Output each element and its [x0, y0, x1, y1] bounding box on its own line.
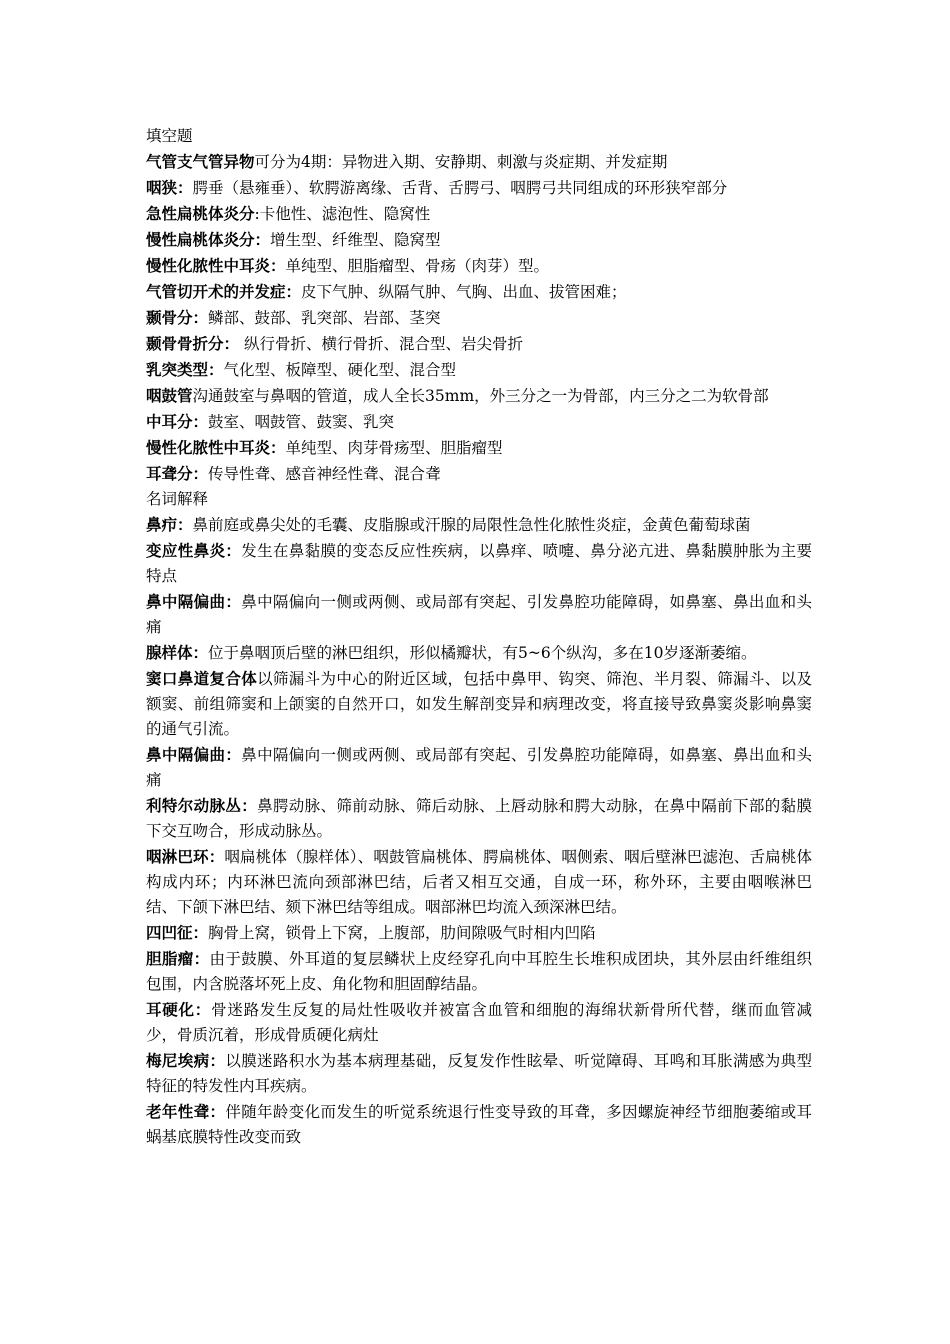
- fill-in-item: [146, 383, 812, 409]
- entry-term: 耳硬化：: [146, 1000, 212, 1019]
- entry-text: 鼻腭动脉、筛前动脉、筛后动脉、上唇动脉和腭大动脉，在鼻中隔前下部的黏膜下交互吻合，形成动脉丛。: [146, 797, 812, 840]
- fill-in-item: [146, 149, 812, 175]
- entry-term: 鼻中隔偏曲：: [146, 745, 242, 764]
- definition-item: [146, 512, 812, 538]
- entry-text: 位于鼻咽顶后壁的淋巴组织，形似橘瓣状，有5~6个纵沟，多在10岁逐渐萎缩。: [208, 644, 757, 662]
- definition-item: [146, 742, 812, 793]
- fill-in-item: [146, 461, 812, 487]
- fill-in-item: [146, 175, 812, 201]
- fill-in-list: [146, 149, 812, 487]
- definition-item: [146, 666, 812, 742]
- entry-text: 纵行骨折、横行骨折、混合型、岩尖骨折: [239, 335, 523, 353]
- entry-term: 急性扁桃体炎分: [146, 204, 255, 223]
- fill-in-item: [146, 305, 812, 331]
- entry-term: 咽狭：: [146, 178, 193, 197]
- entry-term: 气管支气管异物: [146, 152, 255, 171]
- definition-item: [146, 920, 812, 946]
- entry-text: 气化型、板障型、硬化型、混合型: [223, 361, 457, 379]
- entry-text: 腭垂（悬雍垂）、软腭游离缘、舌背、舌腭弓、咽腭弓共同组成的环形狭窄部分: [192, 179, 728, 197]
- entry-term: 鼻疖：: [146, 515, 193, 534]
- entry-term: 腺样体：: [146, 643, 209, 662]
- entry-text: :卡他性、滤泡性、隐窝性: [254, 205, 431, 223]
- entry-text: 可分为4期：异物进入期、安静期、刺激与炎症期、并发症期: [254, 153, 668, 171]
- definition-item: [146, 1099, 812, 1150]
- definition-item: [146, 844, 812, 920]
- entry-text: 发生在鼻黏膜的变态反应性疾病，以鼻痒、喷嚏、鼻分泌亢进、鼻黏膜肿胀为主要特点: [146, 542, 812, 585]
- fill-in-item: [146, 435, 812, 461]
- entry-term: 老年性聋：: [146, 1102, 226, 1121]
- entry-text: 以筛漏斗为中心的附近区域，包括中鼻甲、钩突、筛泡、半月裂、筛漏斗、以及额窦、前组筛窦和上颌窦的自然开口，如发生解剖变异和病理改变，将直接导致鼻窦炎影响鼻窦的通气引流。: [146, 670, 812, 738]
- entry-text: 伴随年龄变化而发生的听觉系统退行性变导致的耳聋，多因螺旋神经节细胞萎缩或耳蜗基底膜特性改变而致: [146, 1103, 812, 1146]
- entry-term: 慢性化脓性中耳炎：: [146, 256, 286, 275]
- section-title-definitions: 名词解释: [146, 490, 209, 508]
- entry-term: 咽淋巴环：: [146, 847, 225, 866]
- entry-term: 颞骨分：: [146, 308, 209, 327]
- fill-in-item: [146, 331, 812, 357]
- entry-text: 皮下气肿、纵隔气肿、气胸、出血、拔管困难；: [301, 283, 627, 301]
- entry-text: 单纯型、肉芽骨疡型、胆脂瘤型: [285, 439, 503, 457]
- entry-text: 单纯型、胆脂瘤型、骨疡（肉芽）型。: [285, 257, 550, 275]
- entry-term: 梅尼埃病：: [146, 1051, 226, 1070]
- entry-term: 利特尔动脉丛：: [146, 796, 258, 815]
- fill-in-item: [146, 227, 812, 253]
- entry-term: 四凹征：: [146, 923, 209, 942]
- entry-text: 沟通鼓室与鼻咽的管道，成人全长35mm，外三分之一为骨部，内三分之二为软骨部: [192, 387, 769, 405]
- fill-in-item: [146, 357, 812, 383]
- entry-term: 鼻中隔偏曲：: [146, 592, 242, 611]
- entry-text: 传导性聋、感音神经性聋、混合聋: [208, 465, 441, 483]
- entry-term: 慢性化脓性中耳炎：: [146, 438, 286, 457]
- entry-text: 鳞部、鼓部、乳突部、岩部、茎突: [208, 309, 441, 327]
- definition-item: [146, 997, 812, 1048]
- document-page: [146, 124, 812, 1150]
- entry-term: 气管切开术的并发症：: [146, 282, 302, 301]
- entry-term: 慢性扁桃体炎分：: [146, 230, 271, 249]
- fill-in-item: [146, 201, 812, 227]
- definitions-list: [146, 512, 812, 1150]
- entry-term: 窦口鼻道复合体: [146, 669, 258, 688]
- section-title-fill-in: 填空题: [146, 127, 193, 145]
- definition-item: [146, 538, 812, 589]
- entry-term: 乳突类型：: [146, 360, 224, 379]
- entry-text: 鼻前庭或鼻尖处的毛囊、皮脂腺或汗腺的局限性急性化脓性炎症，金黄色葡萄球菌: [192, 516, 751, 534]
- entry-term: 变应性鼻炎：: [146, 541, 242, 560]
- fill-in-item: [146, 409, 812, 435]
- entry-text: 鼻中隔偏向一侧或两侧、或局部有突起、引发鼻腔功能障碍，如鼻塞、鼻出血和头痛: [146, 593, 812, 636]
- entry-term: 胆脂瘤：: [146, 949, 210, 968]
- entry-term: 中耳分：: [146, 412, 209, 431]
- entry-text: 增生型、纤维型、隐窝型: [270, 231, 441, 249]
- definition-item: [146, 946, 812, 997]
- definition-item: [146, 793, 812, 844]
- definition-item: [146, 589, 812, 640]
- entry-text: 鼻中隔偏向一侧或两侧、或局部有突起、引发鼻腔功能障碍，如鼻塞、鼻出血和头痛: [146, 746, 812, 789]
- definition-item: [146, 640, 812, 666]
- entry-term: 颞骨骨折分：: [146, 334, 240, 353]
- entry-text: 由于鼓膜、外耳道的复层鳞状上皮经穿孔向中耳腔生长堆积成团块，其外层由纤维组织包围，内含脱落坏死上皮、角化物和胆固醇结晶。: [146, 950, 812, 993]
- entry-text: 以膜迷路积水为基本病理基础，反复发作性眩晕、听觉障碍、耳鸣和耳胀满感为典型特征的特发性内耳疾病。: [146, 1052, 812, 1095]
- entry-text: 胸骨上窝，锁骨上下窝，上腹部，肋间隙吸气时相内凹陷: [208, 924, 596, 942]
- entry-text: 咽扁桃体（腺样体）、咽鼓管扁桃体、腭扁桃体、咽侧索、咽后壁淋巴滤泡、舌扁桃体构成内环；内环淋巴流向颈部淋巴结，后者又相互交通，自成一环，称外环，主要由咽喉淋巴结、下颌下淋巴结、颏下淋巴结等组成。咽部淋巴均流入颈深淋巴结。: [146, 848, 812, 916]
- fill-in-item: [146, 279, 812, 305]
- entry-text: 鼓室、咽鼓管、鼓窦、乳突: [208, 413, 395, 431]
- entry-text: 骨迷路发生反复的局灶性吸收并被富含血管和细胞的海绵状新骨所代替，继而血管减少，骨质沉着，形成骨质硬化病灶: [146, 1001, 812, 1044]
- definition-item: [146, 1048, 812, 1099]
- entry-term: 耳聋分：: [146, 464, 209, 483]
- fill-in-item: [146, 253, 812, 279]
- entry-term: 咽鼓管: [146, 386, 193, 405]
